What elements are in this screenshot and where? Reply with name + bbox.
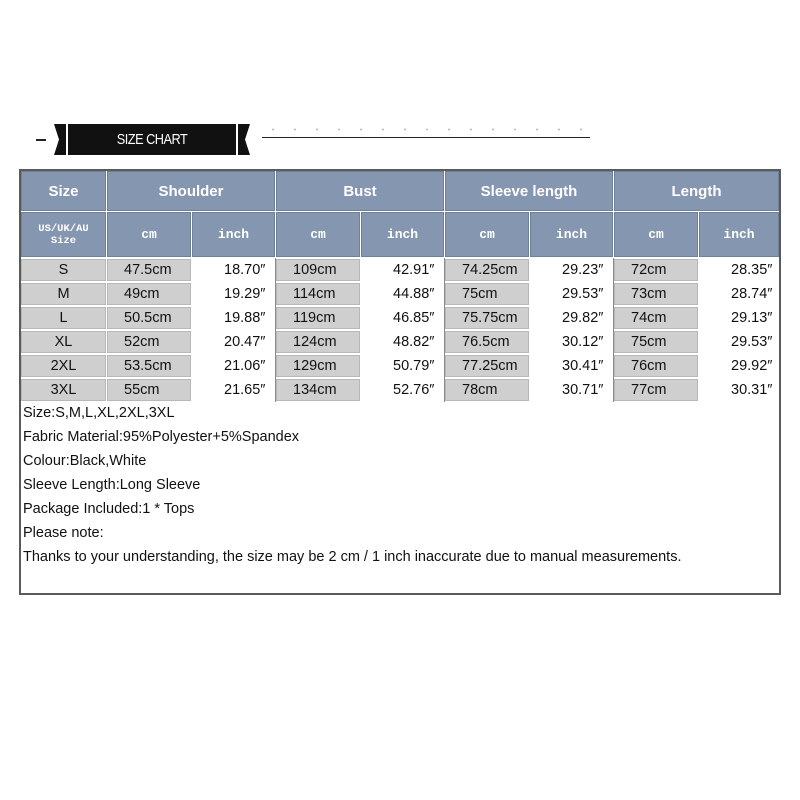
sleeve-cm-cell: 74.25cm xyxy=(445,259,529,281)
size-chart-banner xyxy=(0,0,800,170)
bust-cm-cell: 129cm xyxy=(276,355,360,377)
shoulder-cm-cell: 49cm xyxy=(107,283,191,305)
shoulder-cm-cell: 50.5cm xyxy=(107,307,191,329)
table-row-size: L xyxy=(21,307,106,329)
header-bust: Bust xyxy=(276,171,444,211)
length-inch-cell: 28.74″ xyxy=(731,286,773,302)
sleeve-inch-cell: 30.41″ xyxy=(562,358,604,374)
length-inch-cell: 30.31″ xyxy=(731,382,773,398)
banner-dots xyxy=(262,128,592,131)
shoulder-inch-cell: 19.29″ xyxy=(224,286,266,302)
bust-cm-cell: 114cm xyxy=(276,283,360,305)
subheader-shoulder-cm: cm xyxy=(107,212,191,257)
subheader-shoulder-inch: inch xyxy=(192,212,275,257)
length-cm-cell: 75cm xyxy=(614,331,698,353)
sleeve-inch-cell: 30.71″ xyxy=(562,382,604,398)
sleeve-cm-cell: 75cm xyxy=(445,283,529,305)
bust-inch-cell: 42.91″ xyxy=(393,262,435,278)
info-sizes: Size:S,M,L,XL,2XL,3XL xyxy=(23,405,175,421)
banner-line xyxy=(262,137,590,138)
info-package: Package Included:1 * Tops xyxy=(23,501,195,517)
length-cm-cell: 77cm xyxy=(614,379,698,401)
table-row-size: 3XL xyxy=(21,379,106,401)
shoulder-cm-cell: 52cm xyxy=(107,331,191,353)
sleeve-inch-cell: 29.53″ xyxy=(562,286,604,302)
sleeve-cm-cell: 76.5cm xyxy=(445,331,529,353)
sleeve-inch-cell: 30.12″ xyxy=(562,334,604,350)
header-size: Size xyxy=(21,171,106,211)
shoulder-inch-cell: 21.06″ xyxy=(224,358,266,374)
table-row-size: S xyxy=(21,259,106,281)
subheader-size xyxy=(21,212,106,257)
info-note-label: Please note: xyxy=(23,525,104,541)
subheader-length-cm: cm xyxy=(614,212,698,257)
sleeve-cm-cell: 78cm xyxy=(445,379,529,401)
bust-inch-cell: 48.82″ xyxy=(393,334,435,350)
table-row-size: XL xyxy=(21,331,106,353)
size-sub-region: US/UK/AU xyxy=(38,222,89,235)
info-sleeve-length: Sleeve Length:Long Sleeve xyxy=(23,477,201,493)
info-colour: Colour:Black,White xyxy=(23,453,147,469)
sleeve-cm-cell: 75.75cm xyxy=(445,307,529,329)
length-cm-cell: 74cm xyxy=(614,307,698,329)
length-inch-cell: 29.92″ xyxy=(731,358,773,374)
length-cm-cell: 76cm xyxy=(614,355,698,377)
sleeve-inch-cell: 29.82″ xyxy=(562,310,604,326)
table-row-size: M xyxy=(21,283,106,305)
length-inch-cell: 29.53″ xyxy=(731,334,773,350)
header-shoulder: Shoulder xyxy=(107,171,275,211)
length-cm-cell: 73cm xyxy=(614,283,698,305)
subheader-length-inch: inch xyxy=(699,212,779,257)
info-note-text: Thanks to your understanding, the size may be 2 cm / 1 inch inaccurate due to manual measurements. xyxy=(23,549,682,565)
bust-cm-cell: 134cm xyxy=(276,379,360,401)
shoulder-inch-cell: 19.88″ xyxy=(224,310,266,326)
banner-tag xyxy=(54,124,250,155)
sleeve-inch-cell: 29.23″ xyxy=(562,262,604,278)
header-length: Length xyxy=(614,171,779,211)
banner-dash xyxy=(36,139,46,141)
size-table xyxy=(19,169,781,595)
sleeve-cm-cell: 77.25cm xyxy=(445,355,529,377)
bust-cm-cell: 119cm xyxy=(276,307,360,329)
size-sub-label: Size xyxy=(50,234,77,247)
banner-title: SIZE CHART xyxy=(116,131,188,148)
info-fabric: Fabric Material:95%Polyester+5%Spandex xyxy=(23,429,300,445)
shoulder-cm-cell: 53.5cm xyxy=(107,355,191,377)
subheader-sleeve-inch: inch xyxy=(530,212,613,257)
length-cm-cell: 72cm xyxy=(614,259,698,281)
bust-cm-cell: 124cm xyxy=(276,331,360,353)
bust-inch-cell: 52.76″ xyxy=(393,382,435,398)
subheader-bust-inch: inch xyxy=(361,212,444,257)
length-inch-cell: 29.13″ xyxy=(731,310,773,326)
shoulder-cm-cell: 55cm xyxy=(107,379,191,401)
shoulder-inch-cell: 21.65″ xyxy=(224,382,266,398)
shoulder-cm-cell: 47.5cm xyxy=(107,259,191,281)
length-inch-cell: 28.35″ xyxy=(731,262,773,278)
table-row-size: 2XL xyxy=(21,355,106,377)
bust-inch-cell: 46.85″ xyxy=(393,310,435,326)
subheader-bust-cm: cm xyxy=(276,212,360,257)
shoulder-inch-cell: 18.70″ xyxy=(224,262,266,278)
subheader-sleeve-cm: cm xyxy=(445,212,529,257)
bust-inch-cell: 44.88″ xyxy=(393,286,435,302)
shoulder-inch-cell: 20.47″ xyxy=(224,334,266,350)
bust-inch-cell: 50.79″ xyxy=(393,358,435,374)
header-sleeve-length: Sleeve length xyxy=(445,171,613,211)
bust-cm-cell: 109cm xyxy=(276,259,360,281)
